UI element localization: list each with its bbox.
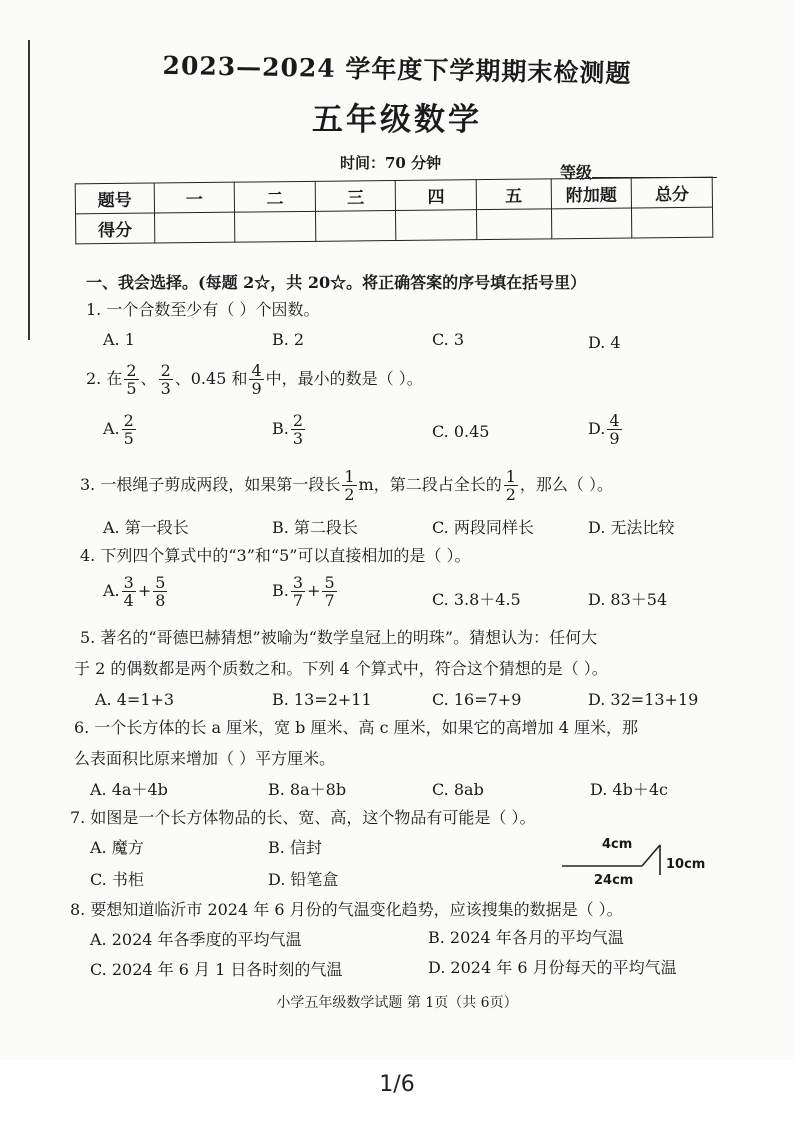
numerator: 2 <box>126 361 137 380</box>
height-label: 10cm <box>666 857 706 872</box>
q3-text: 3. 一根绳子剪成两段，如果第一段长 <box>80 475 341 494</box>
fraction <box>607 412 621 447</box>
q4-option-a[interactable] <box>103 574 169 609</box>
plus-sign: + <box>137 581 152 600</box>
page-indicator: 1/6 <box>379 1072 415 1097</box>
numerator: 2 <box>160 361 171 380</box>
fraction <box>153 574 167 609</box>
fraction <box>249 362 263 397</box>
option-letter: D. <box>588 419 606 438</box>
question-4: 4. 下列四个算式中的“3”和“5”可以直接相加的是（ ）。 <box>80 546 471 565</box>
q1-option-c[interactable]: C. 3 <box>432 330 465 349</box>
q5-option-a[interactable]: A. 4=1+3 <box>95 690 175 709</box>
page-footer: 小学五年级数学试题 第 1页（共 6页） <box>276 995 518 1011</box>
fraction <box>159 362 173 397</box>
q2-option-a[interactable] <box>103 412 138 447</box>
fraction <box>342 468 356 503</box>
cuboid-dimensions-figure <box>560 835 720 890</box>
q1-option-a[interactable]: A. 1 <box>103 330 135 349</box>
exam-subject: 五年级数学 <box>312 102 482 138</box>
q2-suffix: 中，最小的数是（ ）。 <box>265 369 423 388</box>
fraction <box>122 574 136 609</box>
score-cell: 总分 <box>631 177 712 208</box>
q8-option-d[interactable]: D. 2024 年 6 月份每天的平均气温 <box>428 958 677 977</box>
fraction <box>504 468 518 503</box>
denominator: 8 <box>155 591 166 610</box>
q6-option-a[interactable]: A. 4a＋4b <box>90 780 168 799</box>
score-cell: 一 <box>154 182 235 213</box>
q6-option-b[interactable]: B. 8a＋8b <box>268 780 347 799</box>
q3-text: ，那么（ ）。 <box>519 475 614 494</box>
length-label: 24cm <box>594 873 634 888</box>
exam-time: 时间：70 分钟 <box>340 154 442 172</box>
width-label: 4cm <box>602 837 633 852</box>
question-8: 8. 要想知道临沂市 2024 年 6 月份的气温变化趋势，应该搜集的数据是（ ）。 <box>70 900 623 919</box>
grade-label: 等级 <box>560 163 593 182</box>
q4-option-d[interactable]: D. 83＋54 <box>588 590 668 609</box>
score-cell: 五 <box>476 179 551 210</box>
score-cell: 三 <box>315 180 396 211</box>
score-cell: 题号 <box>75 183 154 214</box>
question-6-line-1: 6. 一个长方体的长 a 厘米，宽 b 厘米、高 c 厘米，如果它的高增加 4 厘米，那 <box>74 718 638 737</box>
q2-option-d[interactable] <box>588 412 624 447</box>
denominator: 5 <box>126 379 137 398</box>
numerator: 2 <box>123 411 134 430</box>
grade-blank <box>592 163 717 178</box>
q3-option-a[interactable]: A. 第一段长 <box>103 518 189 537</box>
score-table <box>75 177 714 245</box>
question-2 <box>86 362 423 397</box>
q7-option-a[interactable]: A. 魔方 <box>90 838 144 857</box>
q7-option-c[interactable]: C. 书柜 <box>90 870 144 889</box>
q5-option-d[interactable]: D. 32=13+19 <box>588 690 699 709</box>
score-cell: 二 <box>234 181 315 212</box>
numerator: 2 <box>292 411 304 430</box>
score-cell: 附加题 <box>551 178 632 209</box>
q4-option-c[interactable]: C. 3.8＋4.5 <box>432 590 521 609</box>
q3-option-d[interactable]: D. 无法比较 <box>588 518 675 537</box>
score-blank[interactable] <box>315 210 396 241</box>
denominator: 9 <box>609 429 620 448</box>
option-letter: B. <box>272 419 289 438</box>
question-5-line-1: 5. 著名的“哥德巴赫猜想”被喻为“数学皇冠上的明珠”。猜想认为：任何大 <box>80 628 598 647</box>
q2-separator: 、0.45 和 <box>174 369 248 388</box>
fraction <box>291 412 305 447</box>
q1-option-d[interactable]: D. 4 <box>588 333 621 352</box>
fraction <box>291 574 305 609</box>
denominator: 7 <box>292 591 304 610</box>
q7-option-d[interactable]: D. 铅笔盒 <box>268 870 339 889</box>
option-letter: A. <box>103 581 120 600</box>
section-heading: 一、我会选择。(每题 2☆，共 20☆。将正确答案的序号填在括号里） <box>86 273 587 292</box>
numerator: 3 <box>123 573 134 592</box>
denominator: 2 <box>344 485 355 504</box>
denominator: 9 <box>251 379 262 398</box>
fraction <box>124 362 138 397</box>
q5-option-c[interactable]: C. 16=7+9 <box>432 690 522 709</box>
question-1: 1. 一个合数至少有（ ）个因数。 <box>86 300 320 319</box>
q8-option-a[interactable]: A. 2024 年各季度的平均气温 <box>90 930 302 949</box>
q2-option-c[interactable]: C. 0.45 <box>432 422 490 441</box>
numerator: 5 <box>324 573 335 592</box>
q2-option-b[interactable] <box>272 412 307 447</box>
q5-option-b[interactable]: B. 13=2+11 <box>272 690 372 709</box>
binding-margin-line <box>28 40 30 340</box>
q3-option-b[interactable]: B. 第二段长 <box>272 518 358 537</box>
score-blank[interactable] <box>396 210 477 241</box>
denominator: 7 <box>324 591 335 610</box>
score-blank[interactable] <box>235 211 316 242</box>
q3-text: m，第二段占全长的 <box>358 475 502 494</box>
q6-option-c[interactable]: C. 8ab <box>432 780 484 799</box>
numerator: 4 <box>251 361 262 380</box>
question-3 <box>80 468 613 503</box>
denominator: 2 <box>505 485 516 504</box>
score-table-score-row <box>76 207 713 244</box>
q8-option-c[interactable]: C. 2024 年 6 月 1 日各时刻的气温 <box>90 960 343 979</box>
score-row-label: 得分 <box>76 213 155 244</box>
fraction <box>322 574 336 609</box>
q3-option-c[interactable]: C. 两段同样长 <box>432 518 534 537</box>
q6-option-d[interactable]: D. 4b＋4c <box>590 780 668 799</box>
denominator: 4 <box>123 591 134 610</box>
numerator: 1 <box>505 467 516 486</box>
option-letter: B. <box>272 581 289 600</box>
score-blank[interactable] <box>632 207 713 238</box>
option-letter: A. <box>103 419 120 438</box>
plus-sign: + <box>307 581 321 600</box>
numerator: 3 <box>292 573 304 592</box>
score-blank[interactable] <box>551 208 632 239</box>
width-line <box>642 845 660 866</box>
numerator: 1 <box>344 467 355 486</box>
q7-option-b[interactable]: B. 信封 <box>268 838 322 857</box>
denominator: 3 <box>160 379 171 398</box>
fraction <box>122 412 136 447</box>
q4-option-b[interactable] <box>272 574 339 609</box>
question-7: 7. 如图是一个长方体物品的长、宽、高，这个物品有可能是（ ）。 <box>70 808 536 827</box>
score-blank[interactable] <box>154 212 235 243</box>
q2-separator: 、 <box>140 369 157 388</box>
denominator: 5 <box>123 429 134 448</box>
question-6-line-2: 么表面积比原来增加（ ）平方厘米。 <box>74 749 336 768</box>
numerator: 5 <box>155 573 166 592</box>
exam-title: 2023—2024 学年度下学期期末检测题 <box>162 50 632 89</box>
score-cell: 四 <box>396 180 477 211</box>
score-blank[interactable] <box>477 209 552 240</box>
question-5-line-2: 于 2 的偶数都是两个质数之和。下列 4 个算式中，符合这个猜想的是（ ）。 <box>74 659 608 678</box>
denominator: 3 <box>292 429 304 448</box>
q8-option-b[interactable]: B. 2024 年各月的平均气温 <box>428 928 624 947</box>
q2-prefix: 2. 在 <box>86 369 123 388</box>
numerator: 4 <box>609 411 620 430</box>
q1-option-b[interactable]: B. 2 <box>272 330 305 349</box>
